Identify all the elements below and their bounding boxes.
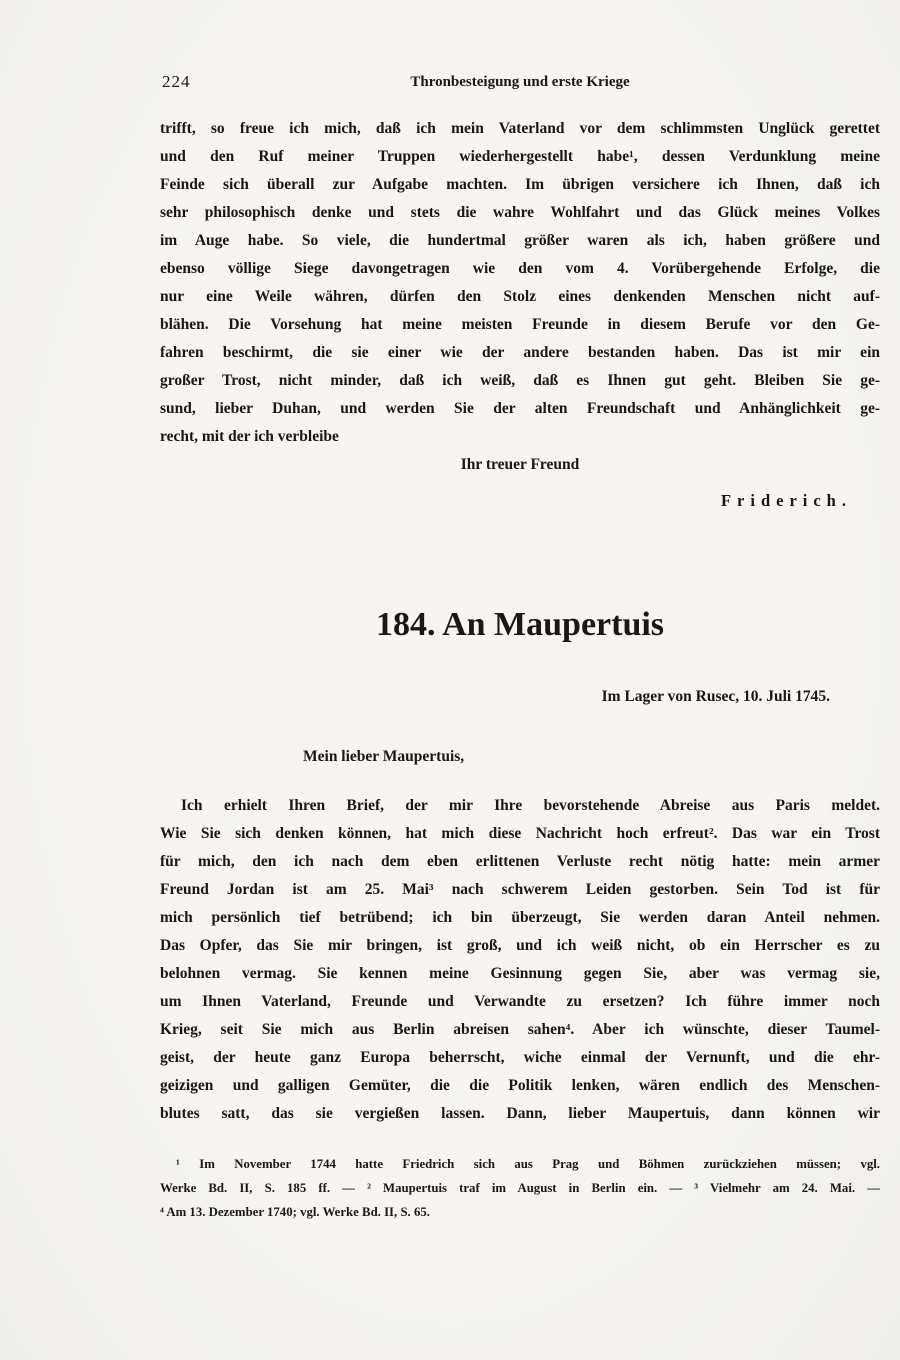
text-line: geist, der heute ganz Europa beherrscht, wiche einmal der Vernunft, und die ehr- <box>160 1049 880 1066</box>
text-line: geizigen und galligen Gemüter, die die Politik lenken, wären endlich des Menschen- <box>160 1077 880 1094</box>
letter-dateline: Im Lager von Rusec, 10. Juli 1745. <box>601 688 830 705</box>
text-line: nur eine Weile währen, dürfen den Stolz eines denkenden Menschen nicht auf- <box>160 288 880 305</box>
text-line: fahren beschirmt, die sie einer wie der andere bestanden haben. Das ist mir ein <box>160 344 880 361</box>
footnotes <box>160 1152 880 1224</box>
text-line: Freund Jordan ist am 25. Mai³ nach schwerem Leiden gestorben. Sein Tod ist für <box>160 881 880 898</box>
text-line: mich persönlich tief betrübend; ich bin überzeugt, Sie werden daran Anteil nehmen. <box>160 909 880 926</box>
text-line: Feinde sich überall zur Aufgabe machten. Im übrigen versichere ich Ihnen, daß ich <box>160 176 880 193</box>
text-line: Das Opfer, das Sie mir bringen, ist groß, und ich weiß nicht, ob ein Herrscher es zu <box>160 937 880 954</box>
text-line: belohnen vermag. Sie kennen meine Gesinnung gegen Sie, aber was vermag sie, <box>160 965 880 982</box>
text-line: blutes satt, das sie vergießen lassen. Dann, lieber Maupertuis, dann können wir <box>160 1105 880 1122</box>
text-line: großer Trost, nicht minder, daß ich weiß, daß es Ihnen gut geht. Bleiben Sie ge- <box>160 372 880 389</box>
text-line: recht, mit der ich verbleibe <box>160 428 339 445</box>
text-line: sund, lieber Duhan, und werden Sie der alten Freundschaft und Anhänglichkeit ge- <box>160 400 880 417</box>
text-line: ebenso völlige Siege davongetragen wie den vom 4. Vorübergehende Erfolge, die <box>160 260 880 277</box>
text-line: für mich, den ich nach dem eben erlittenen Verluste recht nötig hatte: mein armer <box>160 853 880 870</box>
letter-closing: Ihr treuer Freund <box>460 456 580 473</box>
text-line: Wie Sie sich denken können, hat mich diese Nachricht hoch erfreut². Das war ein Trost <box>160 825 880 842</box>
page-number: 224 <box>162 72 191 91</box>
text-line: trifft, so freue ich mich, daß ich mein Vaterland vor dem schlimmsten Unglück gerettet <box>160 120 880 137</box>
letter-signature: Friderich. <box>720 491 852 510</box>
footnote-line: ⁴ Am 13. Dezember 1740; vgl. Werke Bd. II, S. 65. <box>160 1205 430 1219</box>
page-header <box>160 72 880 94</box>
letter-duhan-body <box>160 115 880 451</box>
text-line: Krieg, seit Sie mich aus Berlin abreisen sahen⁴. Aber ich wünschte, dieser Taumel- <box>160 1021 880 1038</box>
text-line: um Ihnen Vaterland, Freunde und Verwandte zu ersetzen? Ich führe immer noch <box>160 993 880 1010</box>
text-line: im Auge habe. So viele, die hundertmal größer waren als ich, haben größere und <box>160 232 880 249</box>
text-line: und den Ruf meiner Truppen wiederhergestellt habe¹, dessen Verdunklung meine <box>160 148 880 165</box>
text-line: Ich erhielt Ihren Brief, der mir Ihre bevorstehende Abreise aus Paris meldet. <box>181 797 880 814</box>
text-line: sehr philosophisch denke und stets die wahre Wohlfahrt und das Glück meines Volkes <box>160 204 880 221</box>
letter-maupertuis-body <box>160 792 880 1128</box>
text-line: blähen. Die Vorsehung hat meine meisten Freunde in diesem Berufe vor den Ge- <box>160 316 880 333</box>
footnote-line: Werke Bd. II, S. 185 ff. — ² Maupertuis traf im August in Berlin ein. — ³ Vielmehr am 24. Mai. — <box>160 1181 880 1195</box>
running-title: Thronbesteigung und erste Kriege <box>410 74 630 90</box>
section-heading: 184. An Maupertuis <box>375 606 665 643</box>
footnote-line: ¹ Im November 1744 hatte Friedrich sich aus Prag und Böhmen zurückziehen müssen; vgl. <box>176 1157 880 1171</box>
letter-salutation: Mein lieber Maupertuis, <box>303 748 465 765</box>
